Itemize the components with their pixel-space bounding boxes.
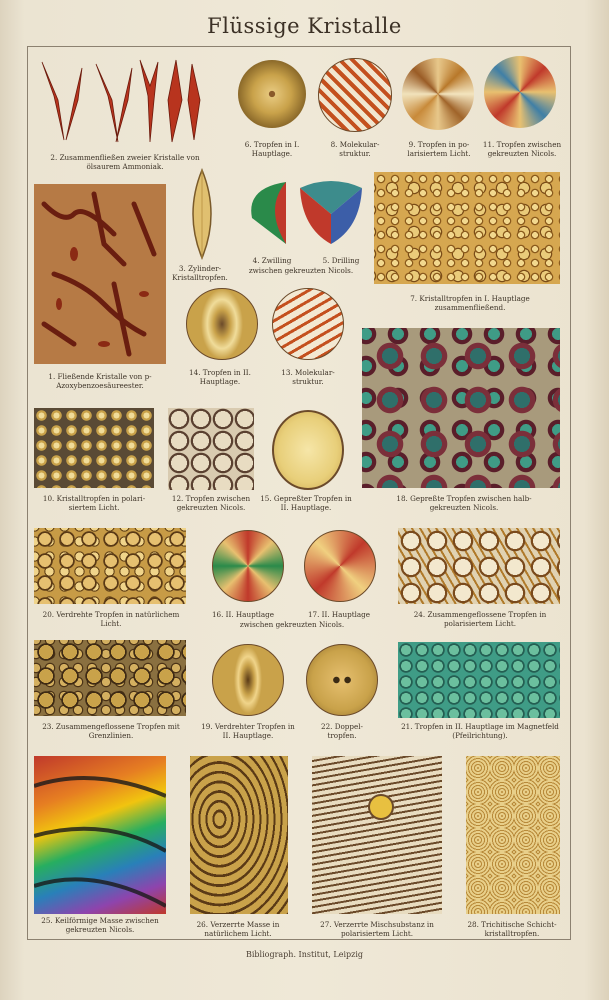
caption-5: 5. Drilling [322, 256, 360, 265]
figure-14-drop-second-position [186, 288, 258, 360]
figure-12-drops-crossed-nicols [168, 408, 254, 490]
caption-4-5: zwischen gekreuzten Nicols. [248, 266, 354, 275]
caption-16: 16. II. Hauptlage [211, 610, 275, 619]
caption-14: 14. Tropfen in II. Hauptlage. [189, 368, 251, 386]
caption-17: 17. II. Hauptlage [307, 610, 371, 619]
figure-25-wedge-mass [34, 756, 166, 914]
figure-16-second-position-crossed [212, 530, 284, 602]
figure-24-merged-drops-polarized [398, 528, 560, 604]
figure-13-molecular-structure [272, 288, 344, 360]
figure-3-cylinder-drop [184, 168, 220, 260]
caption-11: 11. Tropfen zwischen gekreuzten Nicols. [482, 140, 562, 158]
caption-6: 6. Tropfen in I. Hauptlage. [244, 140, 300, 158]
caption-28: 28. Trichitische Schicht-kristalltropfen. [467, 920, 557, 938]
figure-10-crystal-drops-polarized [34, 408, 154, 488]
figure-28-trichitic-drops [466, 756, 560, 914]
figure-27-center-drop [368, 794, 394, 820]
caption-9: 9. Tropfen in po-larisiertem Licht. [407, 140, 471, 158]
caption-13: 13. Molekular-struktur. [281, 368, 335, 386]
caption-27: 27. Verzerrte Mischsubstanz in polarisiertem Licht. [320, 920, 434, 938]
figure-8-molecular-structure [318, 58, 392, 132]
caption-2: 2. Zusammenfließen zweier Kristalle von ölsaurem Ammoniak. [50, 153, 200, 171]
figure-9-drop-polarized [402, 58, 474, 130]
caption-19: 19. Verdrehter Tropfen in II. Hauptlage. [201, 722, 295, 740]
caption-26: 26. Verzerrte Masse in natürlichem Licht. [196, 920, 280, 938]
figure-4-twin [246, 178, 290, 248]
caption-12: 12. Tropfen zwischen gekreuzten Nicols. [171, 494, 251, 512]
figure-6-drop [238, 60, 306, 128]
figure-5-triplet [296, 178, 366, 248]
caption-1: 1. Fließende Kristalle von p-Azoxybenzoesäureester. [48, 372, 152, 390]
figure-7-crystal-drops-merging [374, 172, 560, 284]
figure-18-pressed-drops [362, 328, 560, 488]
caption-7: 7. Kristalltropfen in I. Hauptlage zusammenfließend. [410, 294, 530, 312]
figure-26-distorted-mass [190, 756, 288, 914]
figure-20-twisted-drops [34, 528, 186, 604]
caption-25: 25. Keilförmige Masse zwischen gekreuzten Nicols. [41, 916, 159, 934]
caption-24: 24. Zusammengeflossene Tropfen in polarisiertem Licht. [413, 610, 547, 628]
caption-4: 4. Zwilling [252, 256, 292, 265]
figure-1-flowing-crystals [34, 184, 166, 364]
publisher-footer: Bibliograph. Institut, Leipzig [245, 950, 364, 959]
caption-21: 21. Tropfen in II. Hauptlage im Magnetfeld (Pfeilrichtung). [401, 722, 559, 740]
figure-2-crystals [36, 56, 206, 148]
caption-23: 23. Zusammengeflossene Tropfen mit Grenzlinien. [42, 722, 180, 740]
figure-11-drop-crossed-nicols [484, 56, 556, 128]
page-title: Flüssige Kristalle [207, 14, 402, 38]
caption-22: 22. Doppel-tropfen. [321, 722, 363, 740]
caption-20: 20. Verdrehte Tropfen in natürlichem Licht. [42, 610, 180, 628]
figure-15-pressed-drop [272, 410, 344, 490]
caption-8: 8. Molekular-struktur. [330, 140, 380, 158]
figure-21-drops-magnetic-field [398, 642, 560, 718]
figure-17-second-position-crossed [304, 530, 376, 602]
figure-22-double-drop [306, 644, 378, 716]
caption-15: 15. Gepreßter Tropfen in II. Hauptlage. [260, 494, 352, 512]
figure-27-distorted-mixture [312, 756, 442, 914]
figure-23-merged-drops-boundaries [34, 640, 186, 716]
caption-10: 10. Kristalltropfen in polari-siertem Licht. [42, 494, 146, 512]
caption-16-17: zwischen gekreuzten Nicols. [239, 620, 345, 629]
caption-18: 18. Gepreßte Tropfen zwischen halb-gekreuzten Nicols. [396, 494, 532, 512]
caption-3: 3. Zylinder-Kristalltropfen. [172, 264, 228, 282]
figure-19-twisted-drop [212, 644, 284, 716]
